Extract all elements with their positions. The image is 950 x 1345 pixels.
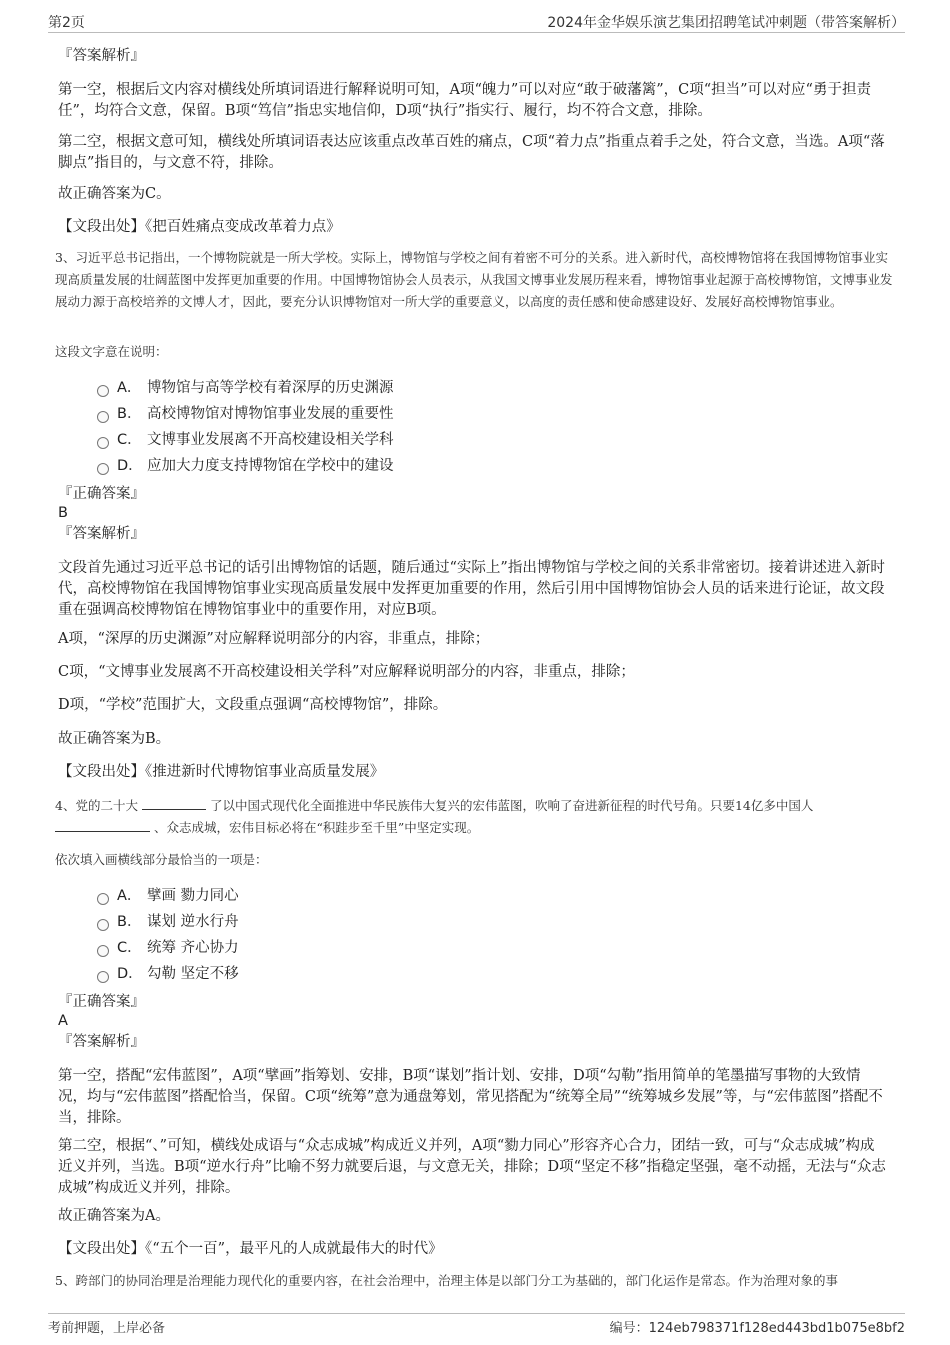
- document-title: 2024年金华娱乐演艺集团招聘笔试冲刺题（带答案解析）: [547, 15, 905, 31]
- q3-analysis-d: D项，“学校”范围扩大，文段重点强调“高校博物馆”，排除。: [58, 697, 448, 713]
- q4-stem-part3: 、众志成城，宏伟目标必将在“积跬步至千里”中坚定实现。: [153, 820, 480, 835]
- option-text: 博物馆与高等学校有着深厚的历史渊源: [147, 380, 394, 396]
- q3-source: 【文段出处】《推进新时代博物馆事业高质量发展》: [58, 764, 385, 780]
- option-letter: B．: [117, 914, 142, 930]
- q3-stem: 3、习近平总书记指出，一个博物院就是一所大学校。实际上，博物馆与学校之间有着密不可分的关系。进入新时代，高校博物馆将在我国博物馆事业实现高质量发展的壮阔蓝图中发挥更加重要的作用。中国博物馆协会人员表示，从我国文博事业发展历程来看，博物馆事业起源于高校博物馆，文博事业发展动力源于高校培养的文博人才，因此，要充分认识博物馆对一所大学的重要意义，以高度的责任感和使命感建设好、发展好高校博物馆事业。: [55, 250, 893, 309]
- q4-source: 【文段出处】《“五个一百”，最平凡的人成就最伟大的时代》: [58, 1241, 443, 1257]
- option-letter: D．: [117, 966, 143, 982]
- option-text: 文博事业发展离不开高校建设相关学科: [147, 432, 394, 448]
- radio-icon[interactable]: [97, 411, 109, 423]
- q3-analysis-a: A项，“深厚的历史渊源”对应解释说明部分的内容，非重点，排除；: [58, 631, 490, 647]
- q4-answer: A: [58, 1013, 68, 1029]
- q3-prompt: 这段文字意在说明：: [55, 344, 168, 359]
- option-letter: A．: [117, 888, 142, 904]
- q4-analysis-p2: 第二空，根据“、”可知，横线处成语与“众志成城”构成近义并列，A项“勠力同心”形容齐心合力，团结一致，可与“众志成城”构成近义并列，当选。B项“逆水行舟”比喻不努力就要后退，与文意无关，排除；D项“坚定不移”指稳定坚强，毫不动摇，无法与“众志成城”构成近义并列，排除。: [58, 1138, 886, 1196]
- prev-analysis-label: 『答案解析』: [58, 48, 145, 64]
- radio-icon[interactable]: [97, 971, 109, 983]
- q4-analysis-label: 『答案解析』: [58, 1034, 145, 1050]
- option-text: 谋划 逆水行舟: [147, 914, 239, 930]
- q3-analysis-c: C项，“文博事业发展离不开高校建设相关学科”对应解释说明部分的内容，非重点，排除；: [58, 664, 635, 680]
- q5-stem: 5、跨部门的协同治理是治理能力现代化的重要内容，在社会治理中，治理主体是以部门分工为基础的，部门化运作是常态。作为治理对象的事: [55, 1273, 838, 1288]
- option-letter: D．: [117, 458, 143, 474]
- q4-option-c[interactable]: [97, 938, 239, 958]
- q3-answer: B: [58, 505, 68, 521]
- option-text: 统筹 齐心协力: [147, 940, 239, 956]
- prev-analysis-p1: 第一空，根据后文内容对横线处所填词语进行解释说明可知，A项“魄力”可以对应“敢于破藩篱”，C项“担当”可以对应“勇于担责任”，均符合文意，保留。B项“笃信”指忠实地信仰，D项“执行”指实行、履行，均不符合文意，排除。: [58, 82, 871, 119]
- page-footer: [48, 1313, 905, 1337]
- q4-answer-label: 『正确答案』: [58, 994, 145, 1010]
- q3-option-d[interactable]: [97, 456, 394, 476]
- q4-stem-part2: 了以中国式现代化全面推进中华民族伟大复兴的宏伟蓝图，吹响了奋进新征程的时代号角。只要14亿多中国人: [209, 798, 814, 813]
- q3-analysis-label: 『答案解析』: [58, 526, 145, 542]
- radio-icon[interactable]: [97, 919, 109, 931]
- q3-option-a[interactable]: [97, 378, 394, 398]
- footer-slogan: 考前押题，上岸必备: [48, 1321, 166, 1336]
- option-text: 高校博物馆对博物馆事业发展的重要性: [147, 406, 394, 422]
- q3-conclusion: 故正确答案为B。: [58, 731, 171, 747]
- option-letter: C．: [117, 432, 142, 448]
- q3-answer-label: 『正确答案』: [58, 486, 145, 502]
- page-number: 第2页: [48, 15, 85, 31]
- q4-option-b[interactable]: [97, 912, 239, 932]
- radio-icon[interactable]: [97, 945, 109, 957]
- radio-icon[interactable]: [97, 437, 109, 449]
- option-letter: B．: [117, 406, 142, 422]
- radio-icon[interactable]: [97, 893, 109, 905]
- q4-stem-part1: 4、党的二十大: [55, 798, 138, 813]
- q4-option-a[interactable]: [97, 886, 239, 906]
- q4-stem: [55, 795, 900, 839]
- q4-blank-1: [142, 795, 206, 810]
- prev-analysis-p2: 第二空，根据文意可知，横线处所填词语表达应该重点改革百姓的痛点，C项“着力点”指重点着手之处，符合文意，当选。A项“落脚点”指目的，与文意不符，排除。: [58, 134, 885, 171]
- prev-conclusion: 故正确答案为C。: [58, 186, 171, 202]
- q3-option-c[interactable]: [97, 430, 394, 450]
- q4-blank-2: [55, 817, 150, 832]
- document-id: 编号：124eb798371f128ed443bd1b075e8bf2: [609, 1321, 905, 1336]
- q4-conclusion: 故正确答案为A。: [58, 1208, 170, 1224]
- option-letter: A．: [117, 380, 142, 396]
- page-header: [48, 12, 905, 33]
- radio-icon[interactable]: [97, 385, 109, 397]
- radio-icon[interactable]: [97, 463, 109, 475]
- option-text: 擘画 勠力同心: [147, 888, 239, 904]
- option-letter: C．: [117, 940, 142, 956]
- q4-option-d[interactable]: [97, 964, 239, 984]
- option-text: 勾勒 坚定不移: [147, 966, 239, 982]
- q3-analysis-p1: 文段首先通过习近平总书记的话引出博物馆的话题，随后通过“实际上”指出博物馆与学校之间的关系非常密切。接着讲述进入新时代，高校博物馆在我国博物馆事业实现高质量发展中发挥更加重要的作用，然后引用中国博物馆协会人员的话来进行论证，故文段重在强调高校博物馆在博物馆事业中的重要作用，对应B项。: [58, 560, 885, 618]
- prev-source: 【文段出处】《把百姓痛点变成改革着力点》: [58, 219, 341, 235]
- q3-option-b[interactable]: [97, 404, 394, 424]
- q4-analysis-p1: 第一空，搭配“宏伟蓝图”，A项“擘画”指筹划、安排，B项“谋划”指计划、安排，D项“勾勒”指用简单的笔墨描写事物的大致情况，均与“宏伟蓝图”搭配恰当，保留。C项“统筹”意为通盘筹划，常见搭配为“统筹全局”“统筹城乡发展”等，与“宏伟蓝图”搭配不当，排除。: [58, 1068, 883, 1126]
- option-text: 应加大力度支持博物馆在学校中的建设: [147, 458, 394, 474]
- q4-prompt: 依次填入画横线部分最恰当的一项是：: [55, 852, 268, 867]
